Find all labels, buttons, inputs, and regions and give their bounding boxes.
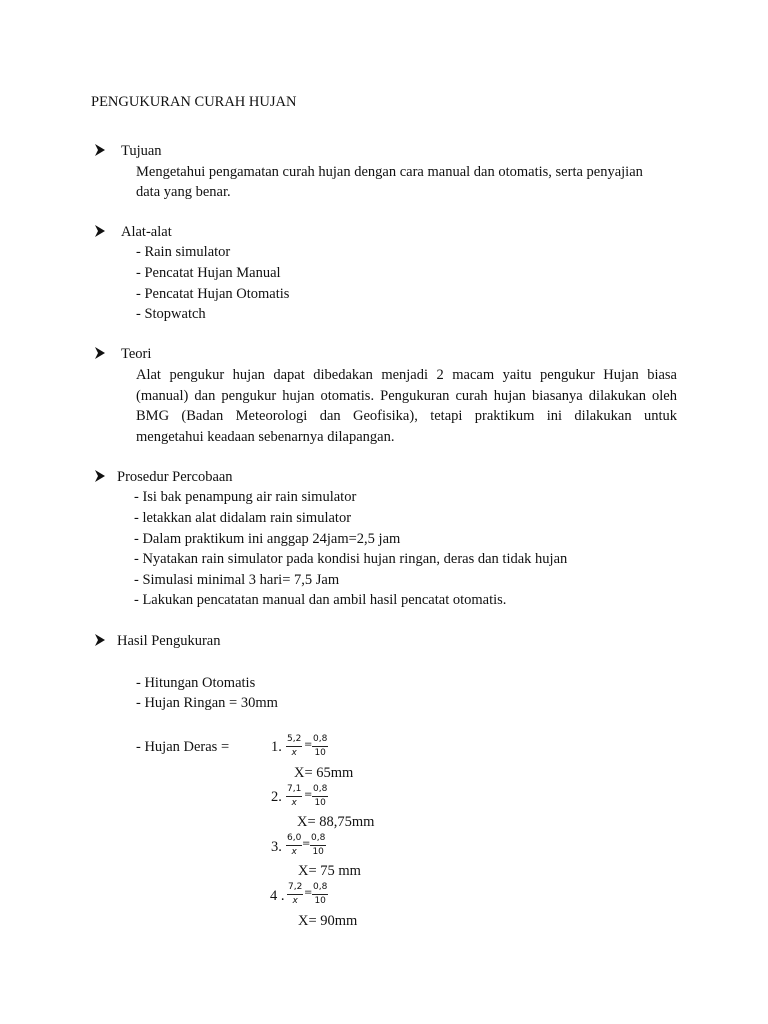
numerator: 7,1: [286, 784, 302, 797]
equals-sign: =: [302, 838, 311, 849]
fraction-right: [312, 882, 328, 907]
teori-line: Alat pengukur hujan dapat dibedakan menjadi 2 macam yaitu pengukur Hujan biasa: [136, 367, 677, 383]
denominator: x: [291, 748, 297, 758]
alat-item: - Rain simulator: [136, 244, 231, 260]
numerator: 0,8: [312, 734, 328, 747]
calc-index: 1.: [271, 739, 282, 755]
denominator: 10: [314, 748, 326, 758]
denominator: x: [291, 847, 297, 857]
calc-index: 4 .: [270, 888, 285, 904]
arrow-bullet-icon: [93, 343, 107, 363]
prosedur-item: - letakkan alat didalam rain simulator: [134, 510, 352, 526]
denominator: x: [291, 798, 297, 808]
alat-item: - Stopwatch: [136, 306, 206, 322]
denominator: 10: [312, 847, 324, 857]
hujan-ringan-line: - Hujan Ringan = 30mm: [136, 695, 278, 711]
numerator: 5,2: [286, 734, 302, 747]
alat-item: - Pencatat Hujan Otomatis: [136, 286, 290, 302]
hujan-deras-label: - Hujan Deras =: [136, 739, 230, 755]
fraction-right: [312, 784, 328, 809]
prosedur-item: - Isi bak penampung air rain simulator: [134, 489, 357, 505]
numerator: 7,2: [287, 882, 303, 895]
calc-result: X= 88,75mm: [297, 814, 375, 830]
section-heading-alat: Alat-alat: [121, 224, 172, 240]
prosedur-item: - Dalam praktikum ini anggap 24jam=2,5 jam: [134, 531, 401, 547]
equals-sign: =: [304, 789, 313, 800]
arrow-bullet-icon: [93, 466, 107, 486]
fraction-right: [310, 833, 326, 858]
numerator: 6,0: [286, 833, 302, 846]
tujuan-line: data yang benar.: [136, 184, 231, 200]
section-heading-prosedur: Prosedur Percobaan: [117, 469, 233, 485]
teori-line: (manual) dan pengukur hujan otomatis. Pengukuran curah hujan biasanya dilakukan oleh: [136, 387, 677, 404]
fraction-right: [312, 734, 328, 759]
denominator: 10: [314, 798, 326, 808]
numerator: 0,8: [312, 784, 328, 797]
equals-sign: =: [304, 887, 313, 898]
calc-result: X= 65mm: [294, 765, 354, 781]
teori-line: BMG (Badan Meteorologi dan Geofisika), tetapi praktikum ini dilakukan untuk: [136, 408, 677, 425]
numerator: 0,8: [312, 882, 328, 895]
hitungan-label: - Hitungan Otomatis: [136, 675, 256, 691]
prosedur-item: - Simulasi minimal 3 hari= 7,5 Jam: [134, 572, 340, 588]
arrow-bullet-icon: [93, 221, 107, 241]
calc-result: X= 90mm: [298, 913, 358, 929]
arrow-bullet-icon: [93, 140, 107, 160]
section-heading-teori: Teori: [121, 346, 152, 362]
calc-index: 3.: [271, 839, 282, 855]
denominator: x: [292, 896, 298, 906]
fraction-left: [286, 833, 302, 858]
prosedur-item: - Lakukan pencatatan manual dan ambil hasil pencatat otomatis.: [134, 592, 507, 608]
arrow-bullet-icon: [93, 630, 107, 650]
teori-paragraph: [136, 365, 677, 448]
denominator: 10: [314, 896, 326, 906]
equals-sign: =: [304, 739, 313, 750]
fraction-left: [286, 734, 302, 759]
document-title: PENGUKURAN CURAH HUJAN: [91, 94, 297, 110]
fraction-left: [287, 882, 303, 907]
teori-line: mengetahui keadaan sebenarnya dilapangan.: [136, 429, 395, 446]
calc-index: 2.: [271, 789, 282, 805]
section-heading-hasil: Hasil Pengukuran: [117, 633, 221, 649]
calc-result: X= 75 mm: [298, 863, 361, 879]
fraction-left: [286, 784, 302, 809]
prosedur-item: - Nyatakan rain simulator pada kondisi hujan ringan, deras dan tidak hujan: [134, 551, 568, 567]
section-heading-tujuan: Tujuan: [121, 143, 162, 159]
numerator: 0,8: [310, 833, 326, 846]
alat-item: - Pencatat Hujan Manual: [136, 265, 281, 281]
tujuan-line: Mengetahui pengamatan curah hujan dengan cara manual dan otomatis, serta penyajian: [136, 164, 643, 180]
